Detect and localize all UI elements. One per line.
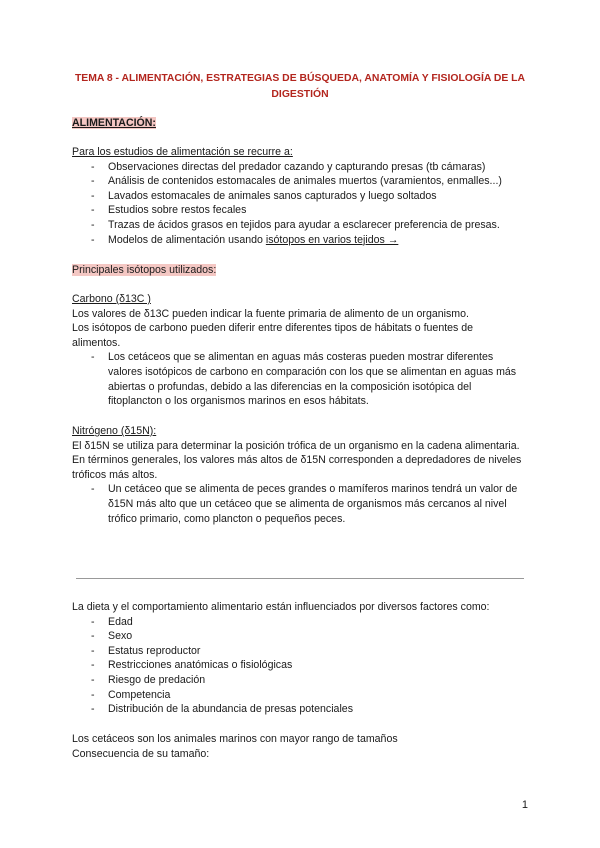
list-item-text: Modelos de alimentación usando: [108, 233, 266, 246]
studies-list: [72, 160, 524, 248]
list-item: - Trazas de ácidos grasos en tejidos para ayudar a esclarecer preferencia de presas.: [72, 218, 524, 233]
list-item: - Sexo: [72, 629, 524, 644]
page-number: 1: [521, 799, 528, 811]
size-line-2: Consecuencia de su tamaño:: [72, 747, 210, 760]
list-item: - Estudios sobre restos fecales: [72, 203, 524, 218]
list-item: - Distribución de la abundancia de presas potenciales: [72, 702, 524, 717]
list-item: - Observaciones directas del predador cazando y capturando presas (tb cámaras): [72, 160, 524, 175]
carbon-paragraph-1: Los valores de δ13C pueden indicar la fuente primaria de alimento de un organismo.: [72, 307, 469, 320]
size-line-1: Los cetáceos son los animales marinos con mayor rango de tamaños: [72, 733, 398, 745]
nitrogen-list: [72, 482, 524, 526]
list-item: - Competencia: [72, 688, 524, 703]
nitrogen-heading: Nitrógeno (δ15N):: [72, 425, 157, 437]
list-item: - Análisis de contenidos estomacales de animales muertos (varamientos, enmalles...): [72, 174, 524, 189]
nitrogen-block: [72, 424, 524, 526]
list-item: - Estatus reproductor: [72, 644, 524, 659]
isotopes-heading-text: Principales isótopos utilizados:: [72, 264, 217, 276]
list-item: - Restricciones anatómicas o fisiológicas: [72, 658, 524, 673]
studies-intro: Para los estudios de alimentación se recurre a:: [72, 146, 293, 158]
isotopes-heading: [72, 263, 524, 278]
list-item: - Un cetáceo que se alimenta de peces grandes o mamíferos marinos tendrá un valor de δ15N más alto que un cetáceo que se alimenta de organismos más cercanos al nivel trófico primario, como plancton o pequeños peces.: [72, 482, 524, 526]
carbon-paragraph-2: Los isótopos de carbono pueden diferir entre diferentes tipos de hábitats o fuentes de alimentos.: [72, 322, 474, 349]
carbon-list: [72, 350, 524, 408]
list-item: - Los cetáceos que se alimentan en aguas más costeras pueden mostrar diferentes valores isotópicos de carbono en comparación con los que se alimentan en aguas más abiertas o profundas, debido a las diferencias en la composición isotópica del fitoplancton o los organismos marinos en esos hábitats.: [72, 350, 524, 408]
horizontal-divider: [76, 578, 524, 579]
list-item: - Riesgo de predación: [72, 673, 524, 688]
diet-intro: La dieta y el comportamiento alimentario están influenciados por diversos factores como:: [72, 601, 490, 613]
section-heading-text: ALIMENTACIÓN:: [72, 117, 156, 129]
section-heading-alimentacion: [72, 116, 524, 131]
diet-block: [72, 600, 524, 717]
studies-block: [72, 145, 524, 247]
size-block: [72, 732, 524, 761]
carbon-block: [72, 292, 524, 409]
list-item: - Lavados estomacales de animales sanos capturados y luego soltados: [72, 189, 524, 204]
carbon-heading: Carbono (δ13C ): [72, 293, 151, 305]
nitrogen-paragraph-1: El δ15N se utiliza para determinar la posición trófica de un organismo en la cadena alimentaria.: [72, 439, 520, 452]
list-item: - Edad: [72, 615, 524, 630]
diet-factors-list: [72, 615, 524, 717]
document-title: TEMA 8 - ALIMENTACIÓN, ESTRATEGIAS DE BÚSQUEDA, ANATOMÍA Y FISIOLOGÍA DE LA DIGESTIÓN: [74, 73, 526, 100]
list-item: [72, 233, 524, 248]
nitrogen-paragraph-2: En términos generales, los valores más altos de δ15N corresponden a depredadores de niveles tróficos más altos.: [72, 454, 522, 481]
isotopes-link[interactable]: isótopos en varios tejidos →: [265, 233, 399, 246]
